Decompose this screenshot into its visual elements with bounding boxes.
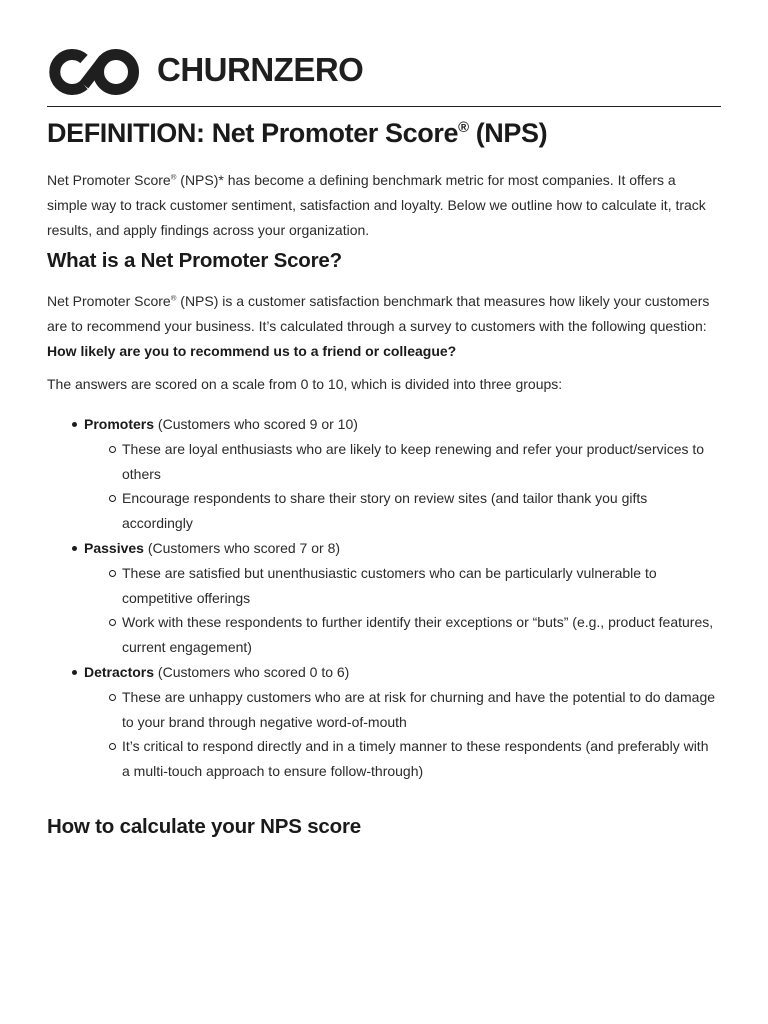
respondent-groups-list bbox=[47, 412, 721, 784]
section-heading-what-is-nps: What is a Net Promoter Score? bbox=[47, 249, 342, 272]
group-points bbox=[84, 437, 721, 536]
nps-definition-paragraph: Net Promoter Score® (NPS) is a customer satisfaction benchmark that measures how likely your customers are to recommend your business. It’s calculated through a survey to customers with the following question: How likely are you to recommend us to a friend or colleague? bbox=[47, 293, 710, 359]
brand-header bbox=[47, 42, 363, 102]
list-item: These are satisfied but unenthusiastic customers who can be particularly vulnerable to competitive offerings bbox=[84, 561, 720, 611]
list-item: It’s critical to respond directly and in a timely manner to these respondents (and preferably with a multi-touch approach to ensure follow-through) bbox=[84, 734, 720, 784]
list-item: These are unhappy customers who are at risk for churning and have the potential to do damage to your brand through negative word-of-mouth bbox=[84, 685, 720, 735]
group-points bbox=[84, 685, 721, 784]
scale-paragraph: The answers are scored on a scale from 0 to 10, which is divided into three groups: bbox=[47, 376, 563, 392]
churnzero-logo-icon bbox=[47, 42, 141, 102]
group-name: Passives bbox=[84, 539, 144, 556]
survey-question: How likely are you to recommend us to a friend or colleague? bbox=[47, 342, 457, 359]
group-detractors bbox=[47, 660, 721, 784]
list-item: These are loyal enthusiasts who are likely to keep renewing and refer your product/services to others bbox=[84, 437, 720, 487]
group-name: Detractors bbox=[84, 663, 155, 680]
group-promoters bbox=[47, 412, 721, 536]
header-divider bbox=[47, 106, 721, 107]
group-passives bbox=[47, 536, 721, 660]
brand-name: CHURNZERO bbox=[157, 51, 364, 88]
list-item: Encourage respondents to share their story on review sites (and tailor thank you gifts accordingly bbox=[84, 486, 720, 536]
group-name: Promoters bbox=[84, 416, 155, 432]
group-detail: (Customers who scored 0 to 6) bbox=[154, 663, 350, 680]
section-heading-calculate-nps: How to calculate your NPS score bbox=[47, 815, 361, 838]
group-detail: (Customers who scored 7 or 8) bbox=[143, 539, 341, 556]
page-title: DEFINITION: Net Promoter Score® (NPS) bbox=[47, 118, 548, 148]
intro-paragraph: Net Promoter Score® (NPS)* has become a defining benchmark metric for most companies. It offers a simple way to track customer sentiment, satisfaction and loyalty. Below we outline how to calculate it, track results, and apply findings across your organization. bbox=[47, 172, 706, 238]
group-detail: (Customers who scored 9 or 10) bbox=[154, 416, 358, 432]
group-points bbox=[84, 561, 721, 660]
list-item: Work with these respondents to further identify their exceptions or “buts” (e.g., product features, current engagement) bbox=[84, 610, 720, 660]
